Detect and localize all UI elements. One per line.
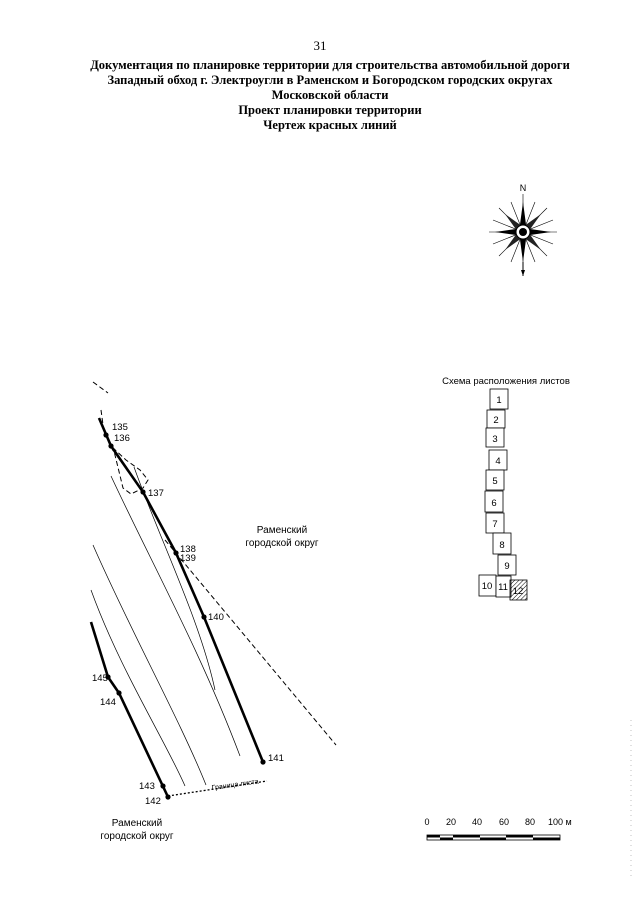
land-boundary bbox=[110, 446, 267, 796]
district-label-lower-1: Раменский bbox=[111, 818, 163, 829]
point-label-139: 139 bbox=[180, 553, 196, 564]
scale-tick-60: 60 bbox=[498, 817, 510, 827]
compass-north-label: N bbox=[519, 183, 527, 193]
scale-bar bbox=[424, 817, 571, 840]
scale-tick-40: 40 bbox=[471, 817, 483, 827]
page-number: 31 bbox=[313, 38, 327, 53]
sheet-8: 8 bbox=[499, 540, 505, 551]
district-label-lower-2: городской округ bbox=[100, 831, 174, 842]
sheet-scheme bbox=[479, 389, 527, 600]
sheet-scheme-title: Схема расположения листов bbox=[442, 376, 570, 387]
red-line bbox=[91, 418, 263, 797]
sheet-3: 3 bbox=[492, 434, 498, 445]
point-label-138: 138 bbox=[180, 544, 196, 555]
scale-tick-80: 80 bbox=[524, 817, 536, 827]
sheet-10: 10 bbox=[481, 581, 493, 592]
point-label-145: 145 bbox=[92, 673, 108, 684]
scale-tick-100: 100 м bbox=[548, 817, 572, 827]
point-label-142: 142 bbox=[145, 796, 161, 807]
road-alignment bbox=[91, 467, 240, 786]
sheet-1: 1 bbox=[496, 395, 502, 406]
sheet-11: 11 bbox=[498, 582, 508, 593]
sheet-6: 6 bbox=[491, 498, 497, 509]
district-label-upper-2: городской округ bbox=[245, 538, 319, 549]
header-line-5: Чертеж красных линий bbox=[263, 118, 397, 132]
sheet-9: 9 bbox=[504, 561, 510, 572]
point-label-135: 135 bbox=[112, 422, 128, 433]
district-label-upper-1: Раменский bbox=[256, 525, 308, 536]
header-line-1: Документация по планировке территории для строительства автомобильной дороги bbox=[90, 58, 570, 72]
compass-rose-icon bbox=[489, 194, 557, 276]
sheet-7: 7 bbox=[492, 519, 498, 530]
sheet-5: 5 bbox=[492, 476, 498, 487]
scale-tick-0: 0 bbox=[424, 817, 430, 827]
header-line-2: Западный обход г. Электроугли в Раменском и Богородском городских округах bbox=[107, 73, 553, 87]
point-label-140: 140 bbox=[208, 612, 224, 623]
sheet-4: 4 bbox=[495, 456, 501, 467]
point-label-137: 137 bbox=[148, 488, 164, 499]
point-label-136: 136 bbox=[114, 433, 130, 444]
point-label-141: 141 bbox=[268, 753, 284, 764]
point-markers bbox=[103, 432, 265, 799]
sheet-2: 2 bbox=[493, 415, 499, 426]
point-label-144: 144 bbox=[100, 697, 116, 708]
point-label-143: 143 bbox=[139, 781, 155, 792]
scale-tick-20: 20 bbox=[445, 817, 457, 827]
sheet-12-current: 12 bbox=[512, 586, 524, 597]
header-line-3: Московской области bbox=[271, 88, 389, 102]
road-label: Граница листа bbox=[211, 778, 260, 792]
header-line-4: Проект планировки территории bbox=[238, 103, 422, 117]
